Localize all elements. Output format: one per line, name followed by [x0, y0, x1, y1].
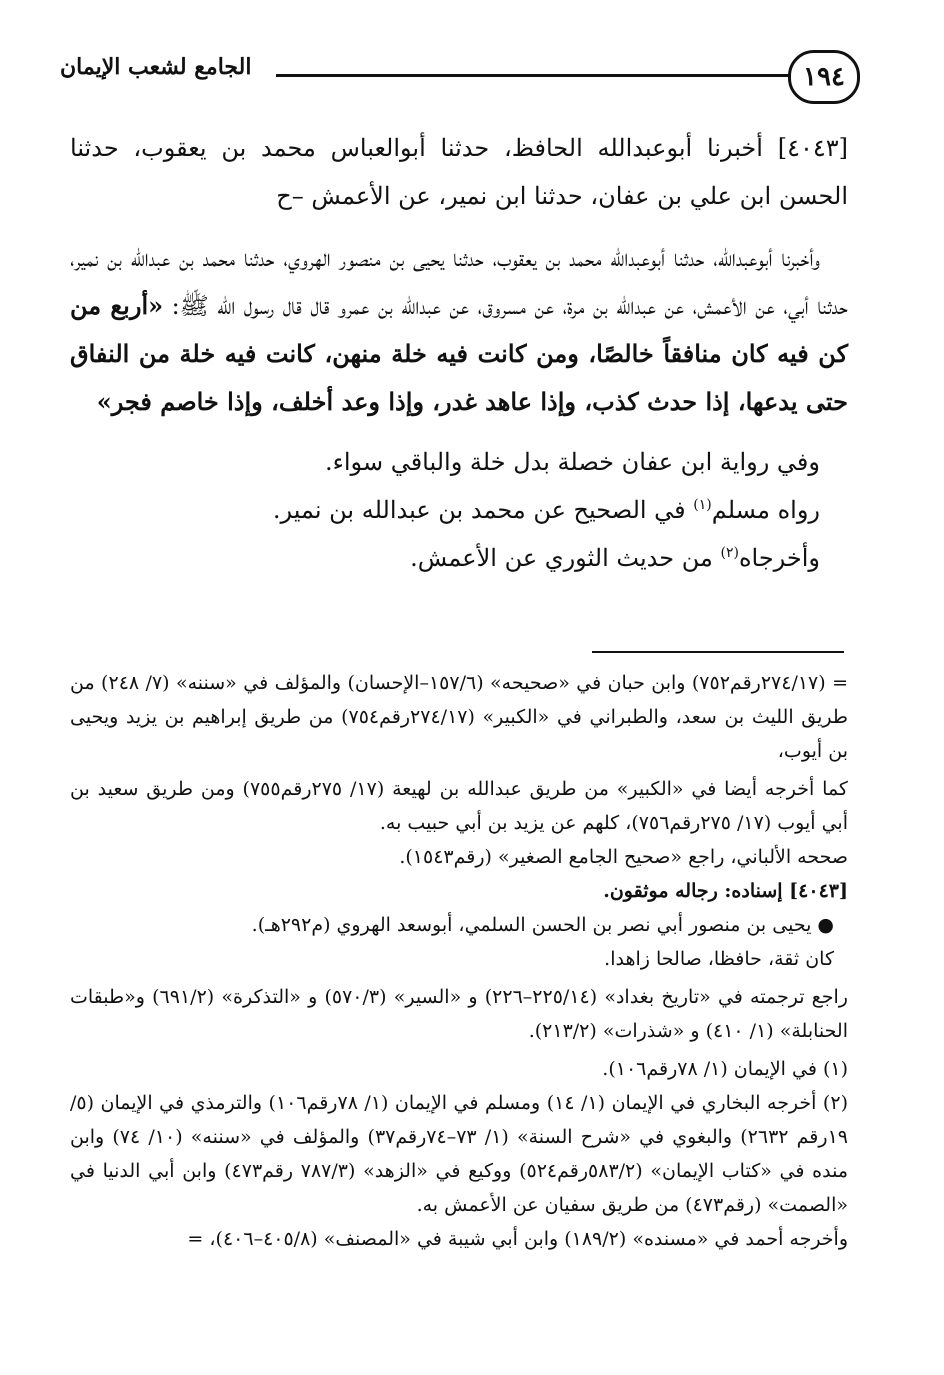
hadith-text: «أربع من كن فيه كان منافقاً خالصًا، ومن كانت فيه خلة منهن، كانت فيه خلة من النفاق حتى يدعها، إذا حدث كذب، وإذا عاهد غدر، وإذا وعد أخلف، وإذا خاصم فجر» [70, 291, 848, 416]
main-text [70, 124, 848, 582]
variant-note: وفي رواية ابن عفان خصلة بدل خلة والباقي سواء. [324, 448, 820, 476]
muslim-note-a: رواه مسلم [711, 496, 820, 524]
narrator-entry [70, 908, 848, 942]
running-header [60, 40, 852, 110]
footnote-2: (٢) أخرجه البخاري في الإيمان (١/ ١٤) ومسلم في الإيمان (١/ ٧٨رقم١٠٦) والترمذي في الإيمان (٥/ ١٩رقم ٢٦٣٢) والبغوي في «شرح السنة» (١/ ٧٣–٧٤رقم٣٧) والمؤلف في «سننه» (١٠/ ٧٤) وابن منده في «كتاب الإيمان» (٥٨٣/٢رقم٥٢٤) ووكيع في «الزهد» (٧٨٧/٣ رقم٤٧٣) وابن أبي الدنيا في «الصمت» (رقم٤٧٣) من طريق سفيان عن الأعمش به. [70, 1092, 848, 1216]
isnad-heading: [٤٠٤٣] إسناده: رجاله موثقون. [603, 880, 848, 902]
footnote-continuation-1: = (٢٧٤/١٧رقم٧٥٢) وابن حبان في «صحيحه» (١٥٧/٦–الإحسان) والمؤلف في «سننه» (٧/ ٢٤٨) من طريق الليث بن سعد، والطبراني في «الكبير» (٢٧٤/١٧رقم٧٥٤) من طريق إبراهيم بن يزيد ويحيى بن أيوب، [70, 672, 849, 762]
bukhari-muslim-note [70, 534, 848, 582]
footnote-continuation-3: صححه الألباني، راجع «صحيح الجامع الصغير» (رقم١٥٤٣). [399, 846, 848, 868]
footnotes [70, 666, 848, 1256]
header-rule [276, 74, 790, 77]
narrator-grade: كان ثقة، حافظا، صالحا زاهدا. [604, 948, 834, 970]
book-title: الجامع لشعب الإيمان [60, 54, 252, 80]
footnote-2-continuation: وأخرجه أحمد في «مسنده» (١٨٩/٢) وابن أبي شيبة في «المصنف» (٤٠٥/٨–٤٠٦)، = [187, 1228, 848, 1250]
muslim-note [70, 486, 848, 534]
footnote-separator [592, 651, 844, 653]
chain-text: وأخبرنا أبوعبدالله، حدثنا أبوعبدالله محمد بن يعقوب، حدثنا يحيى بن منصور الهروي، حدثنا محمد بن عبدالله بن نمير، حدثنا أبي، عن الأعمش، عن عبدالله بن مرة، عن مسروق، عن عبدالله بن عمرو قال قال رسول الله ﷺ: [70, 244, 848, 320]
bukhari-note-a: وأخرجاه [738, 544, 820, 572]
narrator-name: يحيى بن منصور أبي نصر بن الحسن السلمي، أبوسعد الهروي (م٢٩٢هـ). [251, 914, 812, 936]
bullet-icon: ● [811, 914, 834, 936]
hadith-4043-chain-1: [٤٠٤٣] أخبرنا أبوعبدالله الحافظ، حدثنا أبوالعباس محمد بن يعقوب، حدثنا الحسن ابن علي بن عفان، حدثنا ابن نمير، عن الأعمش –ح [70, 134, 848, 210]
muslim-note-b: في الصحيح عن محمد بن عبدالله بن نمير. [272, 496, 694, 524]
footnote-ref-2: (٢) [720, 545, 739, 561]
hadith-4043-chain-2 [70, 234, 848, 426]
biography-refs: راجع ترجمته في «تاريخ بغداد» (٢٢٥/١٤–٢٢٦) و «السير» (٥٧٠/٣) و «التذكرة» (٦٩١/٢) و«طبقات الحنابلة» (١/ ٤١٠) و «شذرات» (٢١٣/٢). [70, 986, 848, 1042]
footnote-1: (١) في الإيمان (١/ ٧٨رقم١٠٦). [602, 1058, 848, 1080]
bukhari-note-b: من حديث الثوري عن الأعمش. [410, 544, 721, 572]
footnote-ref-1: (١) [693, 497, 712, 513]
footnote-continuation-2: كما أخرجه أيضا في «الكبير» من طريق عبدالله بن لهيعة (١٧/ ٢٧٥رقم٧٥٥) ومن طريق سعيد بن أبي أيوب (١٧/ ٢٧٥رقم٧٥٦)، كلهم عن يزيد بن أبي حبيب به. [70, 778, 848, 834]
page-number: ١٩٤ [788, 50, 860, 104]
